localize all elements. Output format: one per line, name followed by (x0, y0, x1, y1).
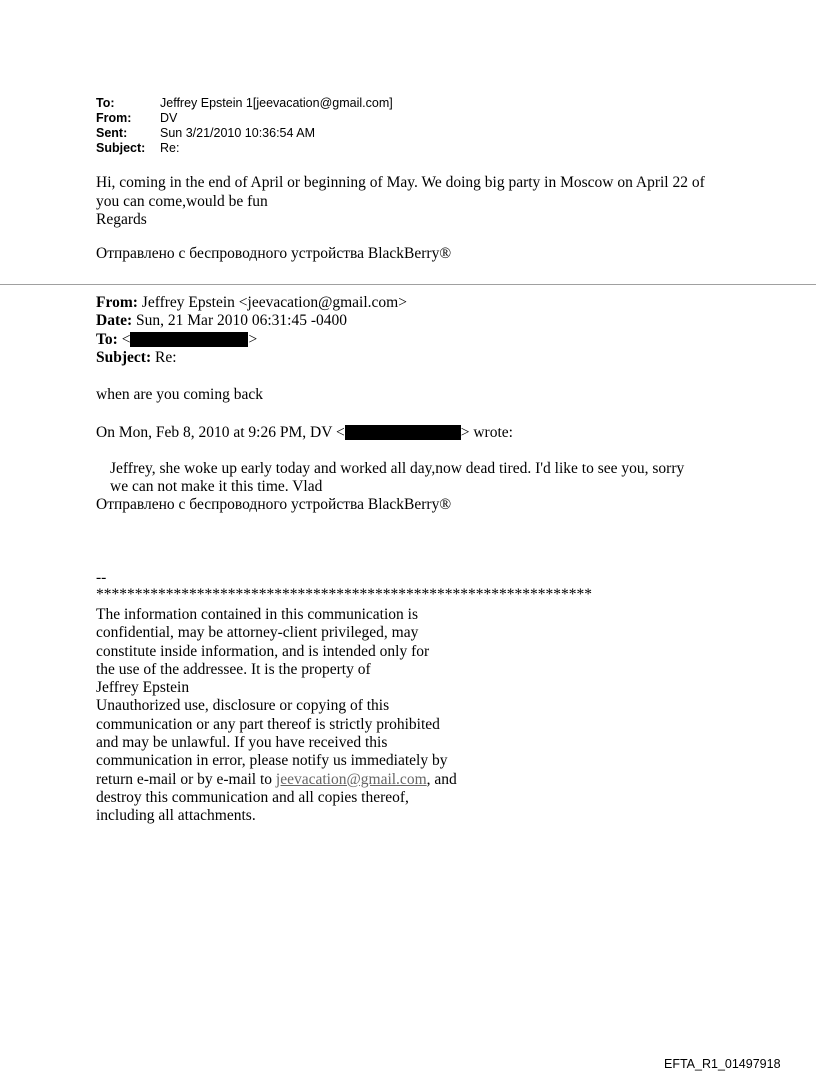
subject-row (96, 141, 393, 156)
subject-label: Subject: (96, 141, 146, 155)
sent-label: Sent: (96, 126, 128, 140)
quoted-from-value: Jeffrey Epstein <jeevacation@gmail.com> (137, 294, 407, 311)
disclaimer-line: destroy this communication and all copies thereof, (96, 788, 409, 806)
quoted-from-label: From: (96, 294, 138, 311)
confidentiality-disclaimer (96, 606, 457, 826)
disclaimer-line: including all attachments. (96, 807, 256, 825)
message-line-1: Hi, coming in the end of April or beginning of May. We doing big party in Moscow on April 22 of (96, 174, 705, 191)
reply-body: when are you coming back (96, 386, 263, 403)
quoted-header (96, 294, 407, 367)
quoted-subject-row (96, 349, 407, 367)
disclaimer-line: and may be unlawful. If you have received this (96, 734, 388, 752)
from-value: DV (160, 111, 178, 125)
disclaimer-line: communication in error, please notify us immediately by (96, 752, 448, 770)
attribution-suffix: > wrote: (460, 424, 513, 441)
quoted-date-label: Date: (96, 312, 133, 330)
disclaimer-line: confidential, may be attorney-client privileged, may (96, 624, 419, 642)
message-signature: Отправлено с беспроводного устройства BlackBerry® (96, 245, 452, 262)
message-body (96, 174, 736, 230)
message-line-2: you can come,would be fun (96, 192, 268, 210)
signature-dashes: -- (96, 569, 107, 586)
redaction-box (345, 425, 461, 440)
to-label: To: (96, 96, 115, 110)
document-id: EFTA_R1_01497918 (664, 1057, 781, 1071)
return-prefix: return e-mail or by e-mail to (96, 770, 276, 788)
from-row (96, 111, 393, 126)
sent-row (96, 126, 393, 141)
to-value: Jeffrey Epstein 1[jeevacation@gmail.com] (160, 96, 393, 110)
quoted-to-suffix: > (248, 330, 258, 348)
quoted-subject-value: Re: (151, 348, 177, 366)
email-link[interactable]: jeevacation@gmail.com (275, 770, 427, 788)
quoted-to-prefix: < (117, 330, 131, 348)
disclaimer-line: Jeffrey Epstein (96, 679, 190, 697)
attribution-line (96, 424, 513, 442)
original-line-2: we can not make it this time. Vlad (110, 478, 323, 495)
quoted-to-label: To: (96, 330, 118, 348)
separator-rule (0, 284, 816, 285)
disclaimer-line: the use of the addressee. It is the property of (96, 660, 371, 678)
disclaimer-line: The information contained in this communication is (96, 606, 418, 623)
disclaimer-line: constitute inside information, and is intended only for (96, 642, 430, 660)
quoted-from-row (96, 294, 407, 312)
attribution-prefix: On Mon, Feb 8, 2010 at 9:26 PM, DV < (96, 424, 345, 441)
quoted-date-value: Sun, 21 Mar 2010 06:31:45 -0400 (132, 312, 347, 330)
asterisk-divider: **************************************************************** (96, 586, 592, 603)
original-signature: Отправлено с беспроводного устройства BlackBerry® (96, 496, 452, 513)
original-line-1: Jeffrey, she woke up early today and worked all day,now dead tired. I'd like to see you, sorry (110, 460, 685, 477)
subject-value: Re: (160, 141, 180, 155)
disclaimer-return-line (96, 771, 457, 789)
sent-value: Sun 3/21/2010 10:36:54 AM (160, 126, 315, 140)
quoted-subject-label: Subject: (96, 348, 152, 366)
from-label: From: (96, 111, 132, 125)
message-line-3: Regards (96, 211, 147, 228)
redaction-box (130, 332, 248, 347)
email-header (96, 96, 393, 156)
return-suffix: , and (426, 770, 457, 788)
quoted-to-row (96, 331, 407, 349)
disclaimer-line: Unauthorized use, disclosure or copying of this (96, 697, 390, 715)
disclaimer-line: communication or any part thereof is strictly prohibited (96, 715, 440, 733)
to-row (96, 96, 393, 111)
quoted-date-row (96, 312, 407, 330)
